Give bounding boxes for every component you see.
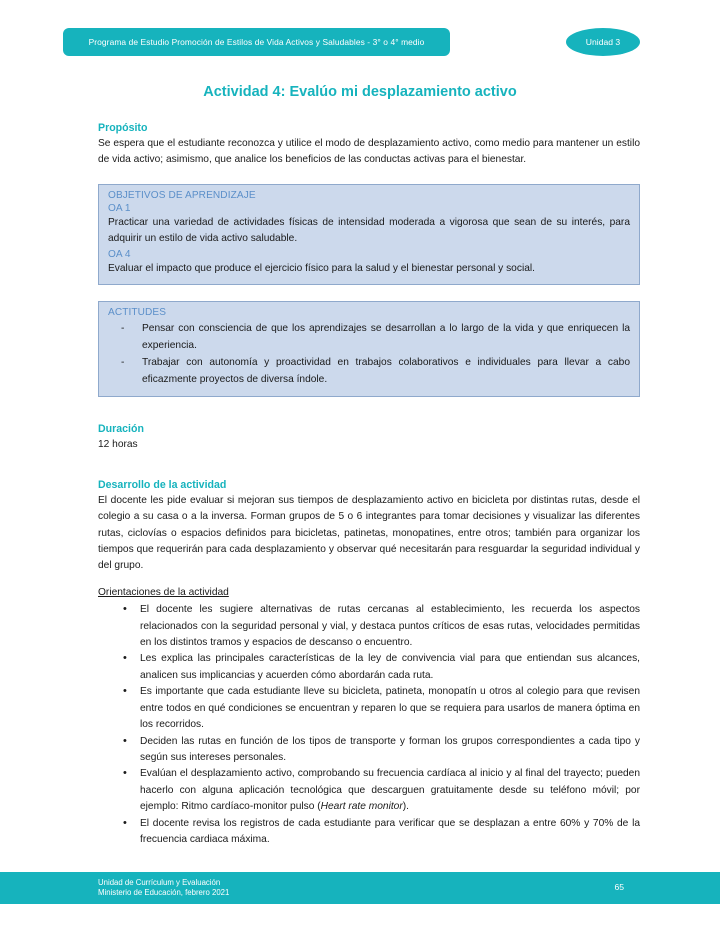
page-number: 65 [614,882,624,892]
oa-text-1: Practicar una variedad de actividades físicas de intensidad moderada a vigorosa que sean de su interés, para adquirir un estilo de vida activo saludable. [108,217,630,245]
actitud-text-2: Trabajar con autonomía y proactividad en trabajos colaborativos e individuales para llevar a cabo eficazmente proyectos de diversa índole. [142,357,630,385]
objetivos-box-title: OBJETIVOS DE APRENDIZAJE [108,190,256,202]
footer-line-2: Ministerio de Educación, febrero 2021 [98,888,230,898]
objetivos-box [98,184,640,285]
page-title: Actividad 4: Evalúo mi desplazamiento activo [203,84,517,100]
orientacion-text-2: Les explica las principales características de la ley de convivencia vial para que entiendan sus alcances, analicen sus implicancias y acuerden cómo abordarán cada ruta. [140,653,640,681]
actitudes-box [98,301,640,397]
footer-credits [98,878,229,899]
proposito-heading: Propósito [98,122,148,134]
program-banner [63,28,450,56]
bullet-marker: • [123,734,127,747]
duracion-text: 12 horas [98,439,138,451]
orientacion-text-5-post: ). [402,801,409,813]
bullet-marker: • [123,603,127,616]
list-item [98,602,640,651]
orientacion-text-1: El docente les sugiere alternativas de rutas cercanas al establecimiento, les recuerda los aspectos relacionados con la seguridad personal y vial, y destaca puntos críticos de esas rutas, velocidades permitidas en los distintos tramos y espacios de descanso o encuentro. [140,604,640,649]
list-item [98,734,640,767]
actitudes-box-title: ACTITUDES [108,307,167,319]
orientacion-text-5-pre: Evalúan el desplazamiento activo, comprobando su frecuencia cardíaca al inicio y al final del trayecto; pueden hacerlo con alguna aplicación tecnológica que descarguen gratuitamente desde su teléfono móvil; por ejemplo: Ritmo cardíaco-monitor pulso ( [140,768,640,813]
orientacion-text-3: Es importante que cada estudiante lleve su bicicleta, patineta, monopatín u otros al colegio para que revisen entre todos en qué condiciones se encuentran y reparen lo que se requiera para usarlos de manera óptima en los recorridos. [140,686,640,731]
list-item [108,355,630,388]
orientaciones-heading: Orientaciones de la actividad [98,587,229,599]
desarrollo-text: El docente les pide evaluar si mejoran sus tiempos de desplazamiento activo en bicicleta por distintas rutas, desde el colegio a su casa o a la inversa. Forman grupos de 5 o 6 integrantes para tomar decisiones y visualizar las diferentes rutas, ciclovías o espacios definidos para bicicletas, patinetas, monopatines, entre otros; también para organizar los tiempos que requerirán para cada desplazamiento y observar qué necesitarán para resguardar la seguridad individual y del grupo. [98,495,640,572]
list-item [98,816,640,849]
oa-code-1: OA 1 [108,203,131,215]
proposito-text: Se espera que el estudiante reconozca y utilice el modo de desplazamiento activo, como medio para mantener un estilo de vida activo; asimismo, que analice los beneficios de las conductas activas para el bienestar. [98,138,640,166]
orientacion-text-5-italic: Heart rate monitor [320,801,403,813]
oa-code-2: OA 4 [108,249,131,261]
orientacion-text-6: El docente revisa los registros de cada estudiante para verificar que se desplazan a entre 60% y 70% de la frecuencia cardiaca máxima. [140,817,640,845]
page-footer [0,872,720,904]
content-column [98,122,640,848]
duracion-heading: Duración [98,423,144,436]
orientaciones-list [98,602,640,848]
list-item [108,321,630,354]
unit-badge [566,28,640,56]
program-banner-text: Programa de Estudio Promoción de Estilos de Vida Activos y Saludables - 3° o 4° medio [88,37,425,47]
bullet-marker: • [123,685,127,698]
footer-line-1: Unidad de Currículum y Evaluación [98,878,221,887]
bullet-marker: • [123,767,127,780]
bullet-marker: • [123,816,127,829]
actitud-text-1: Pensar con consciencia de que los aprendizajes se desarrollan a lo largo de la vida y que enriquecen la experiencia. [142,323,630,351]
desarrollo-heading: Desarrollo de la actividad [98,479,227,492]
actitudes-list [108,321,630,388]
page-header [0,28,720,60]
list-item [98,651,640,684]
dash-marker: - [121,323,125,335]
unit-badge-label: Unidad 3 [585,37,621,47]
oa-text-2: Evaluar el impacto que produce el ejercicio físico para la salud y el bienestar personal y social. [108,263,535,275]
list-item [98,684,640,733]
dash-marker: - [121,357,125,369]
bullet-marker: • [123,652,127,665]
orientacion-text-4: Deciden las rutas en función de los tipos de transporte y forman los grupos correspondientes a cada tipo y según sus intereses personales. [140,735,640,763]
list-item [98,766,640,815]
